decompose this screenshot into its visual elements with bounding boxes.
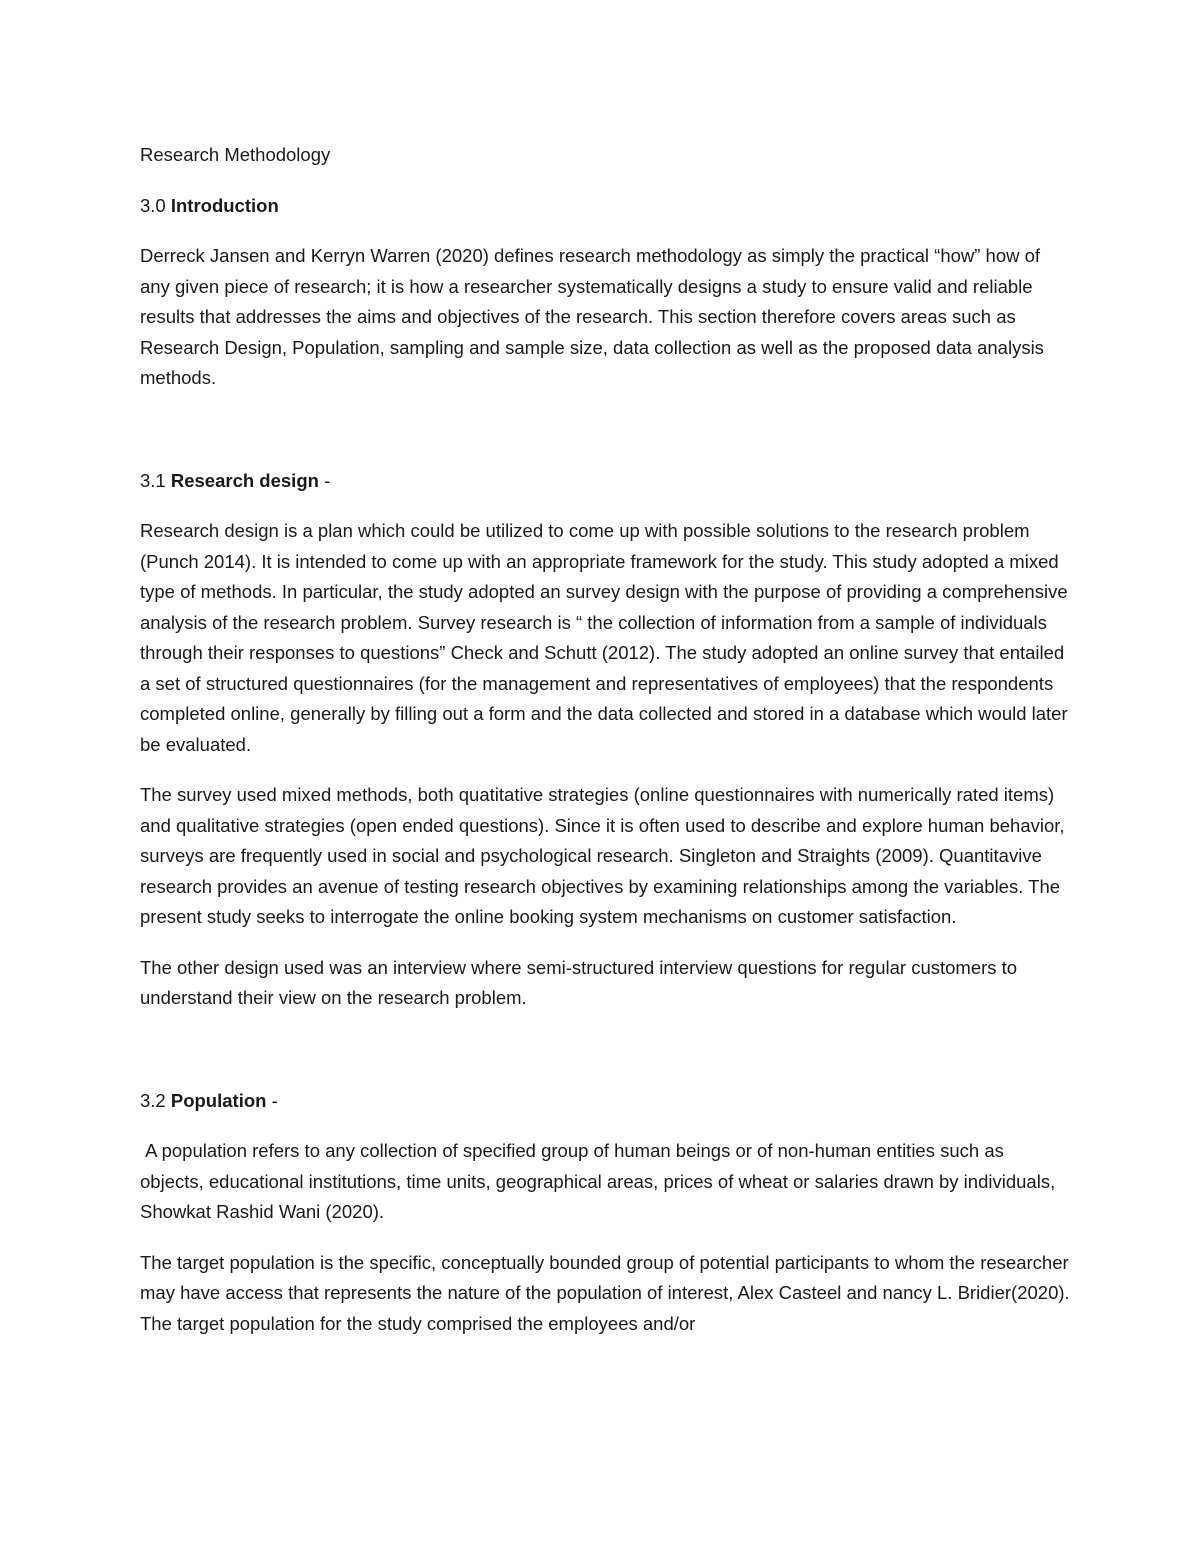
paragraph: The target population is the specific, conceptually bounded group of potential participants to whom the researcher may have access that represents the nature of the population of interest, Alex Casteel and nancy L. Bridier(2020). The target population for the study comprised the employees and/or <box>140 1251 1070 1334</box>
section-suffix: - <box>266 1089 278 1111</box>
section-suffix: - <box>318 469 331 491</box>
section-title: Introduction <box>170 194 279 216</box>
section-number: 3.2 <box>140 1089 166 1111</box>
section-title: Research design <box>170 469 319 491</box>
section-spacer <box>140 414 1070 466</box>
document-title: Research Methodology <box>140 144 331 165</box>
paragraph: Derreck Jansen and Kerryn Warren (2020) defines research methodology as simply the practical “how” how of any given piece of research; it is how a researcher systematically designs a study to ensure valid and reliable results that addresses the aims and objectives of the research. This section therefore covers areas such as Research Design, Population, sampling and sample size, data collection as well as the proposed data analysis methods. <box>140 245 1044 388</box>
paragraph: The other design used was an interview where semi-structured interview questions for regular customers to understand their view on the research problem. <box>140 956 1018 1008</box>
section-heading-introduction <box>140 191 1070 222</box>
section-heading-research-design <box>140 466 1070 497</box>
section-title: Population <box>170 1089 267 1111</box>
document-body <box>140 140 1070 1359</box>
paragraph: A population refers to any collection of specified group of human beings or of non-human entities such as objects, educational institutions, time units, geographical areas, prices of wheat or salaries drawn by individuals, Showkat Rashid Wani (2020). <box>140 1140 1061 1222</box>
section-spacer <box>140 1034 1070 1086</box>
section-number: 3.1 <box>140 469 166 491</box>
paragraph: Research design is a plan which could be utilized to come up with possible solutions to the research problem (Punch 2014). It is intended to come up with an appropriate framework for the study. This study adopted a mixed type of methods. In particular, the study adopted an survey design with the purpose of providing a comprehensive analysis of the research problem. Survey research is “ the collection of information from a sample of individuals through their responses to questions” Check and Schutt (2012). The study adopted an online survey that entailed a set of structured questionnaires (for the management and representatives of employees) that the respondents completed online, generally by filling out a form and the data collected and stored in a database which would later be evaluated. <box>140 520 1068 755</box>
paragraph: The survey used mixed methods, both quatitative strategies (online questionnaires with numerically rated items) and qualitative strategies (open ended questions). Since it is often used to describe and explore human behavior, surveys are frequently used in social and psychological research. Singleton and Straights (2009). Quantitavive research provides an avenue of testing research objectives by examining relationships among the variables. The present study seeks to interrogate the online booking system mechanisms on customer satisfaction. <box>140 784 1065 927</box>
section-number: 3.0 <box>140 194 166 216</box>
section-heading-population <box>140 1086 1070 1117</box>
